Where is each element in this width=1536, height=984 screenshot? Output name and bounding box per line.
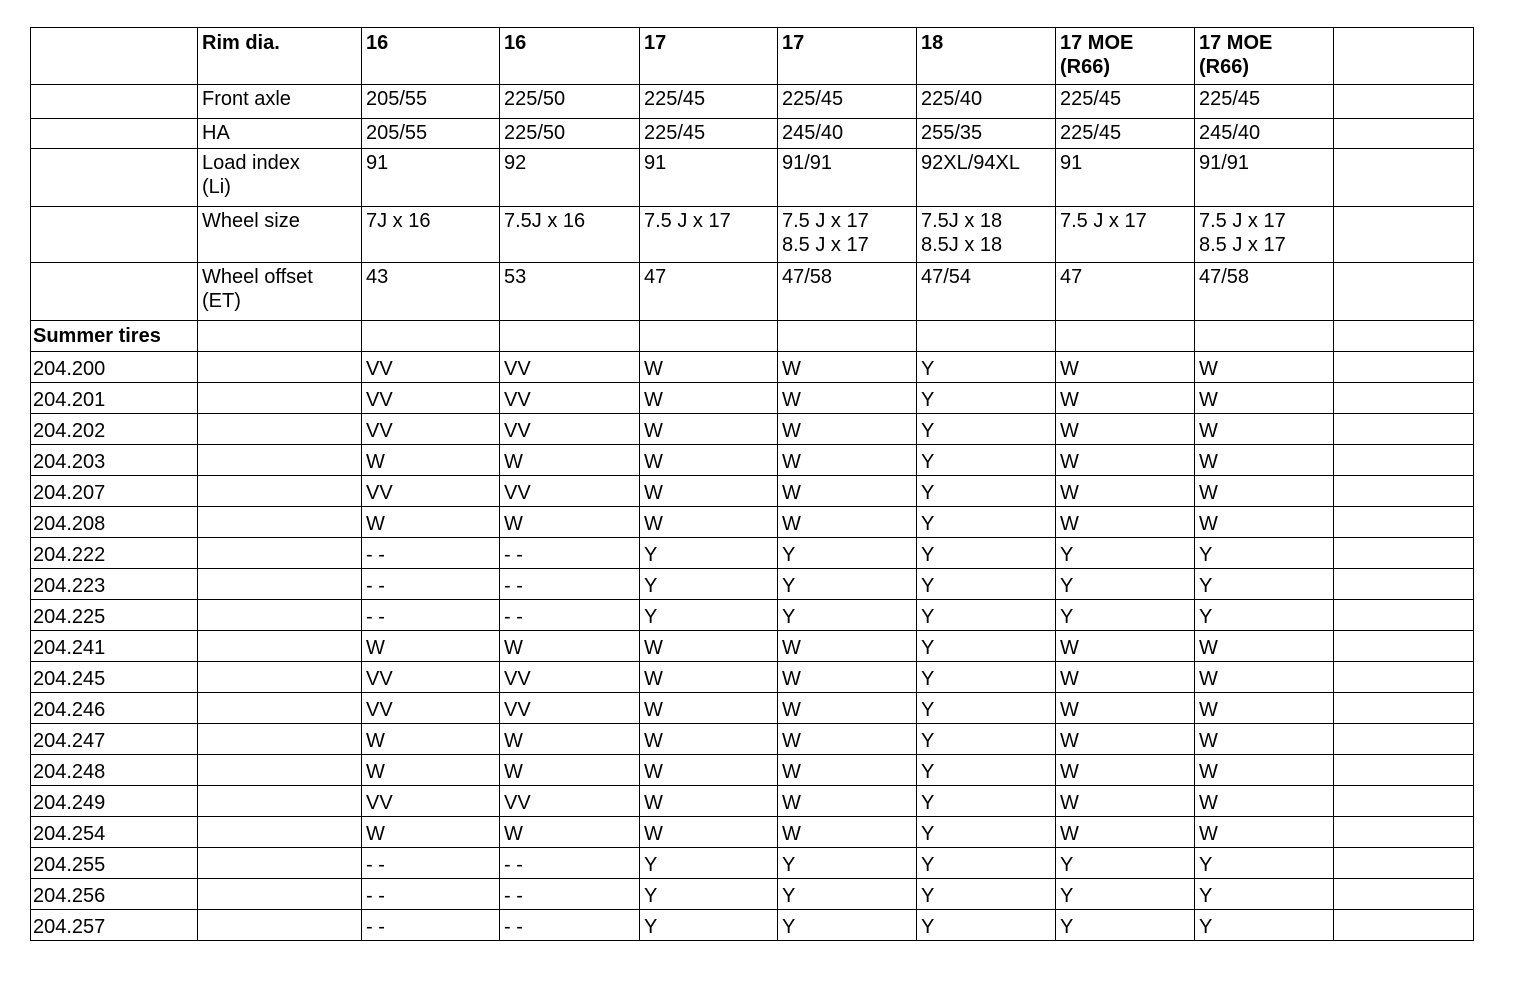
table-row: [31, 848, 1474, 879]
speed-rating: Y: [1195, 600, 1334, 631]
empty-cell: [198, 352, 362, 383]
spec-value: [1334, 85, 1474, 119]
empty-cell: [198, 817, 362, 848]
speed-rating: Y: [778, 879, 917, 910]
spec-value: [1334, 149, 1474, 207]
empty-cell: [1334, 414, 1474, 445]
speed-rating: W: [778, 414, 917, 445]
table-row: [31, 817, 1474, 848]
speed-rating: VV: [362, 476, 500, 507]
speed-rating: W: [362, 755, 500, 786]
table-row: [31, 476, 1474, 507]
tire-code: 204.247: [31, 724, 198, 755]
speed-rating: - -: [500, 538, 640, 569]
empty-cell: [1334, 755, 1474, 786]
section-row: [31, 321, 1474, 352]
spec-value: 91: [640, 149, 778, 207]
speed-rating: W: [778, 631, 917, 662]
table-row: [31, 352, 1474, 383]
speed-rating: Y: [640, 538, 778, 569]
table-row: [31, 724, 1474, 755]
speed-rating: - -: [362, 910, 500, 941]
speed-rating: Y: [640, 569, 778, 600]
speed-rating: VV: [362, 352, 500, 383]
speed-rating: Y: [917, 383, 1056, 414]
speed-rating: VV: [500, 786, 640, 817]
empty-cell: [1334, 848, 1474, 879]
empty-cell: [198, 631, 362, 662]
tire-approval-table: [30, 27, 1474, 941]
empty-cell: [31, 28, 198, 85]
spec-value: 225/45: [640, 85, 778, 119]
speed-rating: Y: [917, 879, 1056, 910]
speed-rating: Y: [778, 538, 917, 569]
rim-dia-value: [1334, 28, 1474, 85]
speed-rating: W: [640, 755, 778, 786]
speed-rating: W: [500, 507, 640, 538]
empty-cell: [1334, 662, 1474, 693]
spec-value: 7.5 J x 17: [1056, 207, 1195, 263]
spec-value: 7J x 16: [362, 207, 500, 263]
empty-cell: [198, 848, 362, 879]
speed-rating: W: [1056, 724, 1195, 755]
spec-value: 225/45: [1195, 85, 1334, 119]
spec-value: 91/91: [778, 149, 917, 207]
tire-code: 204.246: [31, 693, 198, 724]
empty-cell: [1334, 507, 1474, 538]
spec-value: 47/58: [1195, 263, 1334, 321]
spec-value: 225/45: [640, 119, 778, 149]
speed-rating: Y: [1056, 538, 1195, 569]
spec-label: Wheel size: [198, 207, 362, 263]
empty-cell: [198, 414, 362, 445]
speed-rating: W: [778, 507, 917, 538]
tire-code: 204.249: [31, 786, 198, 817]
tire-code: 204.255: [31, 848, 198, 879]
speed-rating: W: [640, 631, 778, 662]
speed-rating: Y: [917, 755, 1056, 786]
spec-value: 225/50: [500, 85, 640, 119]
speed-rating: W: [1195, 786, 1334, 817]
tire-code: 204.202: [31, 414, 198, 445]
rim-dia-value: 17: [778, 28, 917, 85]
tire-code: 204.223: [31, 569, 198, 600]
tire-code: 204.203: [31, 445, 198, 476]
spec-value: 205/55: [362, 119, 500, 149]
empty-cell: [1334, 321, 1474, 352]
speed-rating: W: [640, 662, 778, 693]
spec-value: 245/40: [1195, 119, 1334, 149]
speed-rating: W: [1195, 631, 1334, 662]
speed-rating: W: [778, 786, 917, 817]
speed-rating: W: [362, 507, 500, 538]
spec-value: 91: [362, 149, 500, 207]
spec-value: 43: [362, 263, 500, 321]
spec-value: 225/50: [500, 119, 640, 149]
speed-rating: W: [778, 755, 917, 786]
table-row: [31, 569, 1474, 600]
speed-rating: W: [640, 817, 778, 848]
speed-rating: W: [1056, 414, 1195, 445]
speed-rating: Y: [640, 910, 778, 941]
spec-value: 205/55: [362, 85, 500, 119]
empty-cell: [1334, 631, 1474, 662]
spec-label: HA: [198, 119, 362, 149]
tire-code: 204.200: [31, 352, 198, 383]
empty-cell: [640, 321, 778, 352]
speed-rating: Y: [1195, 569, 1334, 600]
rim-dia-value: 16: [362, 28, 500, 85]
tire-code: 204.254: [31, 817, 198, 848]
spec-value: 225/45: [1056, 119, 1195, 149]
empty-cell: [198, 662, 362, 693]
speed-rating: VV: [500, 693, 640, 724]
speed-rating: W: [640, 476, 778, 507]
table-row: [31, 445, 1474, 476]
tire-code: 204.225: [31, 600, 198, 631]
speed-rating: Y: [917, 631, 1056, 662]
speed-rating: W: [778, 724, 917, 755]
speed-rating: VV: [500, 476, 640, 507]
speed-rating: W: [1195, 755, 1334, 786]
spec-row: [31, 85, 1474, 119]
speed-rating: Y: [1056, 600, 1195, 631]
speed-rating: - -: [500, 569, 640, 600]
empty-cell: [31, 119, 198, 149]
spec-value: [1334, 207, 1474, 263]
table-row: [31, 693, 1474, 724]
table-row: [31, 910, 1474, 941]
speed-rating: W: [1056, 755, 1195, 786]
speed-rating: Y: [1056, 879, 1195, 910]
tire-code: 204.201: [31, 383, 198, 414]
table-row: [31, 631, 1474, 662]
empty-cell: [198, 879, 362, 910]
speed-rating: W: [1195, 662, 1334, 693]
speed-rating: - -: [500, 879, 640, 910]
speed-rating: Y: [1195, 848, 1334, 879]
spec-value: 47/54: [917, 263, 1056, 321]
spec-row: [31, 119, 1474, 149]
section-label: Summer tires: [31, 321, 198, 352]
spec-row: [31, 263, 1474, 321]
empty-cell: [1334, 569, 1474, 600]
speed-rating: Y: [1056, 910, 1195, 941]
empty-cell: [198, 321, 362, 352]
empty-cell: [1334, 352, 1474, 383]
speed-rating: W: [1056, 693, 1195, 724]
spec-value: 92: [500, 149, 640, 207]
speed-rating: Y: [1056, 569, 1195, 600]
speed-rating: Y: [917, 817, 1056, 848]
speed-rating: W: [778, 693, 917, 724]
spec-value: 245/40: [778, 119, 917, 149]
empty-cell: [1334, 879, 1474, 910]
table-row: [31, 600, 1474, 631]
speed-rating: W: [1195, 352, 1334, 383]
speed-rating: W: [1056, 817, 1195, 848]
spec-value: [1334, 119, 1474, 149]
speed-rating: - -: [362, 569, 500, 600]
spec-value: 92XL/94XL: [917, 149, 1056, 207]
speed-rating: Y: [917, 600, 1056, 631]
speed-rating: W: [362, 445, 500, 476]
empty-cell: [198, 507, 362, 538]
speed-rating: Y: [917, 724, 1056, 755]
speed-rating: Y: [1195, 910, 1334, 941]
speed-rating: W: [640, 445, 778, 476]
speed-rating: W: [1195, 414, 1334, 445]
empty-cell: [198, 910, 362, 941]
empty-cell: [917, 321, 1056, 352]
speed-rating: - -: [362, 848, 500, 879]
empty-cell: [1334, 724, 1474, 755]
speed-rating: W: [1056, 476, 1195, 507]
speed-rating: Y: [917, 476, 1056, 507]
empty-cell: [1334, 693, 1474, 724]
speed-rating: - -: [500, 848, 640, 879]
speed-rating: W: [1056, 786, 1195, 817]
rim-dia-value: 17: [640, 28, 778, 85]
spec-label: Wheel offset (ET): [198, 263, 362, 321]
spec-value: 7.5J x 16: [500, 207, 640, 263]
speed-rating: VV: [362, 786, 500, 817]
speed-rating: Y: [1195, 879, 1334, 910]
speed-rating: W: [500, 817, 640, 848]
speed-rating: VV: [362, 383, 500, 414]
speed-rating: Y: [917, 414, 1056, 445]
empty-cell: [1334, 910, 1474, 941]
header-row: [31, 28, 1474, 85]
speed-rating: - -: [362, 600, 500, 631]
rim-dia-value: 17 MOE (R66): [1195, 28, 1334, 85]
table-row: [31, 507, 1474, 538]
spec-value: 47: [1056, 263, 1195, 321]
speed-rating: W: [640, 786, 778, 817]
speed-rating: W: [1195, 383, 1334, 414]
speed-rating: W: [640, 724, 778, 755]
spec-label: Load index (Li): [198, 149, 362, 207]
spec-row: [31, 207, 1474, 263]
speed-rating: Y: [917, 445, 1056, 476]
speed-rating: Y: [917, 352, 1056, 383]
table-row: [31, 786, 1474, 817]
empty-cell: [198, 538, 362, 569]
spec-value: 91: [1056, 149, 1195, 207]
speed-rating: VV: [500, 383, 640, 414]
speed-rating: Y: [917, 693, 1056, 724]
empty-cell: [362, 321, 500, 352]
tire-code: 204.257: [31, 910, 198, 941]
speed-rating: Y: [1195, 538, 1334, 569]
empty-cell: [198, 445, 362, 476]
speed-rating: W: [640, 352, 778, 383]
speed-rating: W: [362, 817, 500, 848]
speed-rating: W: [362, 631, 500, 662]
speed-rating: VV: [362, 662, 500, 693]
empty-cell: [198, 600, 362, 631]
spec-value: 91/91: [1195, 149, 1334, 207]
speed-rating: W: [1056, 631, 1195, 662]
speed-rating: W: [500, 445, 640, 476]
speed-rating: W: [778, 445, 917, 476]
empty-cell: [31, 85, 198, 119]
table-row: [31, 414, 1474, 445]
table-row: [31, 879, 1474, 910]
speed-rating: Y: [917, 786, 1056, 817]
table-row: [31, 755, 1474, 786]
speed-rating: VV: [500, 662, 640, 693]
speed-rating: Y: [640, 600, 778, 631]
tire-code: 204.248: [31, 755, 198, 786]
speed-rating: Y: [917, 662, 1056, 693]
speed-rating: W: [778, 352, 917, 383]
empty-cell: [1334, 786, 1474, 817]
empty-cell: [198, 724, 362, 755]
speed-rating: W: [1056, 383, 1195, 414]
speed-rating: W: [1195, 693, 1334, 724]
spec-value: 225/45: [778, 85, 917, 119]
empty-cell: [1056, 321, 1195, 352]
tire-code: 204.241: [31, 631, 198, 662]
speed-rating: W: [778, 662, 917, 693]
empty-cell: [198, 383, 362, 414]
empty-cell: [1334, 600, 1474, 631]
tire-code: 204.222: [31, 538, 198, 569]
speed-rating: Y: [778, 910, 917, 941]
speed-rating: VV: [500, 414, 640, 445]
empty-cell: [198, 569, 362, 600]
speed-rating: Y: [917, 538, 1056, 569]
tire-code: 204.256: [31, 879, 198, 910]
empty-cell: [1334, 476, 1474, 507]
speed-rating: W: [640, 507, 778, 538]
empty-cell: [1334, 817, 1474, 848]
spec-value: [1334, 263, 1474, 321]
rim-dia-value: 16: [500, 28, 640, 85]
empty-cell: [31, 207, 198, 263]
speed-rating: W: [1056, 507, 1195, 538]
table-row: [31, 538, 1474, 569]
speed-rating: W: [640, 693, 778, 724]
speed-rating: - -: [362, 879, 500, 910]
speed-rating: W: [1195, 476, 1334, 507]
empty-cell: [198, 476, 362, 507]
speed-rating: W: [1195, 445, 1334, 476]
speed-rating: Y: [640, 848, 778, 879]
rim-dia-value: 18: [917, 28, 1056, 85]
table-row: [31, 383, 1474, 414]
speed-rating: W: [1195, 724, 1334, 755]
speed-rating: - -: [362, 538, 500, 569]
tire-code: 204.207: [31, 476, 198, 507]
empty-cell: [1334, 538, 1474, 569]
speed-rating: Y: [917, 848, 1056, 879]
table-row: [31, 662, 1474, 693]
speed-rating: Y: [640, 879, 778, 910]
empty-cell: [500, 321, 640, 352]
speed-rating: W: [500, 631, 640, 662]
empty-cell: [778, 321, 917, 352]
speed-rating: VV: [500, 352, 640, 383]
speed-rating: Y: [1056, 848, 1195, 879]
speed-rating: W: [362, 724, 500, 755]
speed-rating: Y: [778, 600, 917, 631]
spec-value: 47/58: [778, 263, 917, 321]
speed-rating: W: [1056, 445, 1195, 476]
speed-rating: Y: [778, 569, 917, 600]
speed-rating: Y: [917, 910, 1056, 941]
speed-rating: W: [1056, 662, 1195, 693]
empty-cell: [198, 786, 362, 817]
empty-cell: [31, 263, 198, 321]
spec-value: 7.5 J x 17: [640, 207, 778, 263]
speed-rating: W: [1056, 352, 1195, 383]
empty-cell: [198, 693, 362, 724]
spec-value: 225/45: [1056, 85, 1195, 119]
speed-rating: W: [778, 817, 917, 848]
speed-rating: W: [640, 414, 778, 445]
spec-value: 7.5 J x 17 8.5 J x 17: [1195, 207, 1334, 263]
speed-rating: VV: [362, 693, 500, 724]
tire-code: 204.245: [31, 662, 198, 693]
spec-value: 7.5 J x 17 8.5 J x 17: [778, 207, 917, 263]
empty-cell: [1195, 321, 1334, 352]
spec-value: 53: [500, 263, 640, 321]
speed-rating: Y: [778, 848, 917, 879]
rim-dia-value: 17 MOE (R66): [1056, 28, 1195, 85]
spec-label: Front axle: [198, 85, 362, 119]
speed-rating: W: [500, 724, 640, 755]
speed-rating: W: [778, 476, 917, 507]
speed-rating: W: [1195, 507, 1334, 538]
empty-cell: [1334, 383, 1474, 414]
speed-rating: W: [1195, 817, 1334, 848]
speed-rating: - -: [500, 600, 640, 631]
speed-rating: W: [500, 755, 640, 786]
spec-value: 47: [640, 263, 778, 321]
spec-value: 225/40: [917, 85, 1056, 119]
speed-rating: - -: [500, 910, 640, 941]
tire-code: 204.208: [31, 507, 198, 538]
speed-rating: Y: [917, 569, 1056, 600]
speed-rating: W: [778, 383, 917, 414]
spec-row: [31, 149, 1474, 207]
empty-cell: [1334, 445, 1474, 476]
speed-rating: VV: [362, 414, 500, 445]
spec-value: 255/35: [917, 119, 1056, 149]
empty-cell: [198, 755, 362, 786]
speed-rating: W: [640, 383, 778, 414]
empty-cell: [31, 149, 198, 207]
spec-value: 7.5J x 18 8.5J x 18: [917, 207, 1056, 263]
speed-rating: Y: [917, 507, 1056, 538]
rim-dia-label: Rim dia.: [198, 28, 362, 85]
